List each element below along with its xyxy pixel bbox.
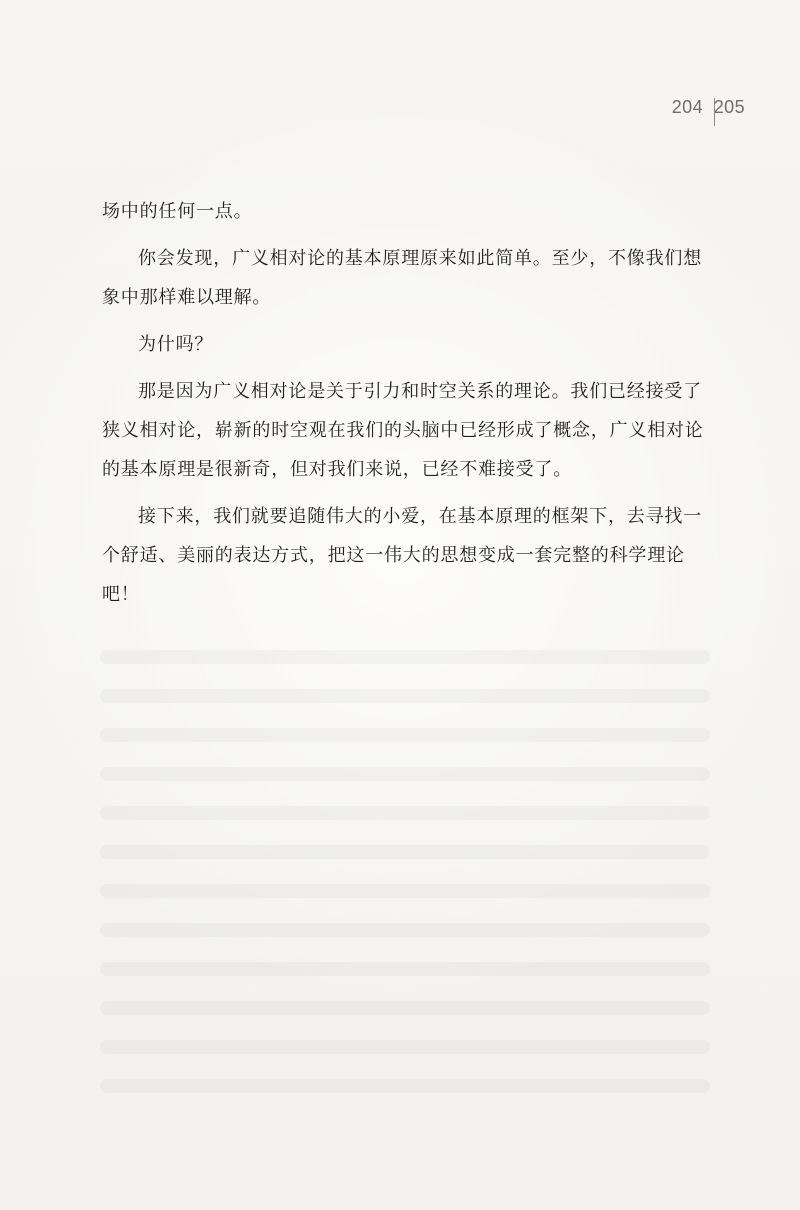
show-through-text-line	[100, 1040, 710, 1054]
show-through-text-line	[100, 884, 710, 898]
paragraph-1: 场中的任何一点。	[102, 201, 253, 222]
paragraph-2: 你会发现，广义相对论的基本原理原来如此简单。至少，不像我们想象中那样难以理解。	[102, 248, 702, 308]
paragraph-5: 接下来，我们就要追随伟大的小爱，在基本原理的框架下，去寻找一个舒适、美丽的表达方式，把这一伟大的思想变成一套完整的科学理论吧！	[102, 506, 702, 605]
show-through-text-line	[100, 650, 710, 664]
show-through-text-line	[100, 689, 710, 703]
page-number-left: 204	[671, 97, 703, 117]
show-through-text-line	[100, 728, 710, 742]
body-text	[102, 192, 712, 614]
show-through-text-line	[100, 845, 710, 859]
paragraph-4: 那是因为广义相对论是关于引力和时空关系的理论。我们已经接受了狭义相对论，崭新的时空观在我们的头脑中已经形成了概念，广义相对论的基本原理是很新奇，但对我们来说，已经不难接受了。	[102, 381, 704, 480]
show-through-text-line	[100, 962, 710, 976]
show-through-text-line	[100, 1079, 710, 1093]
show-through-text-line	[100, 1001, 710, 1015]
page-number-right: 205	[713, 97, 745, 117]
show-through-text-line	[100, 767, 710, 781]
show-through-text-line	[100, 806, 710, 820]
show-through-text-line	[100, 923, 710, 937]
paragraph-3: 为什吗？	[138, 334, 214, 355]
